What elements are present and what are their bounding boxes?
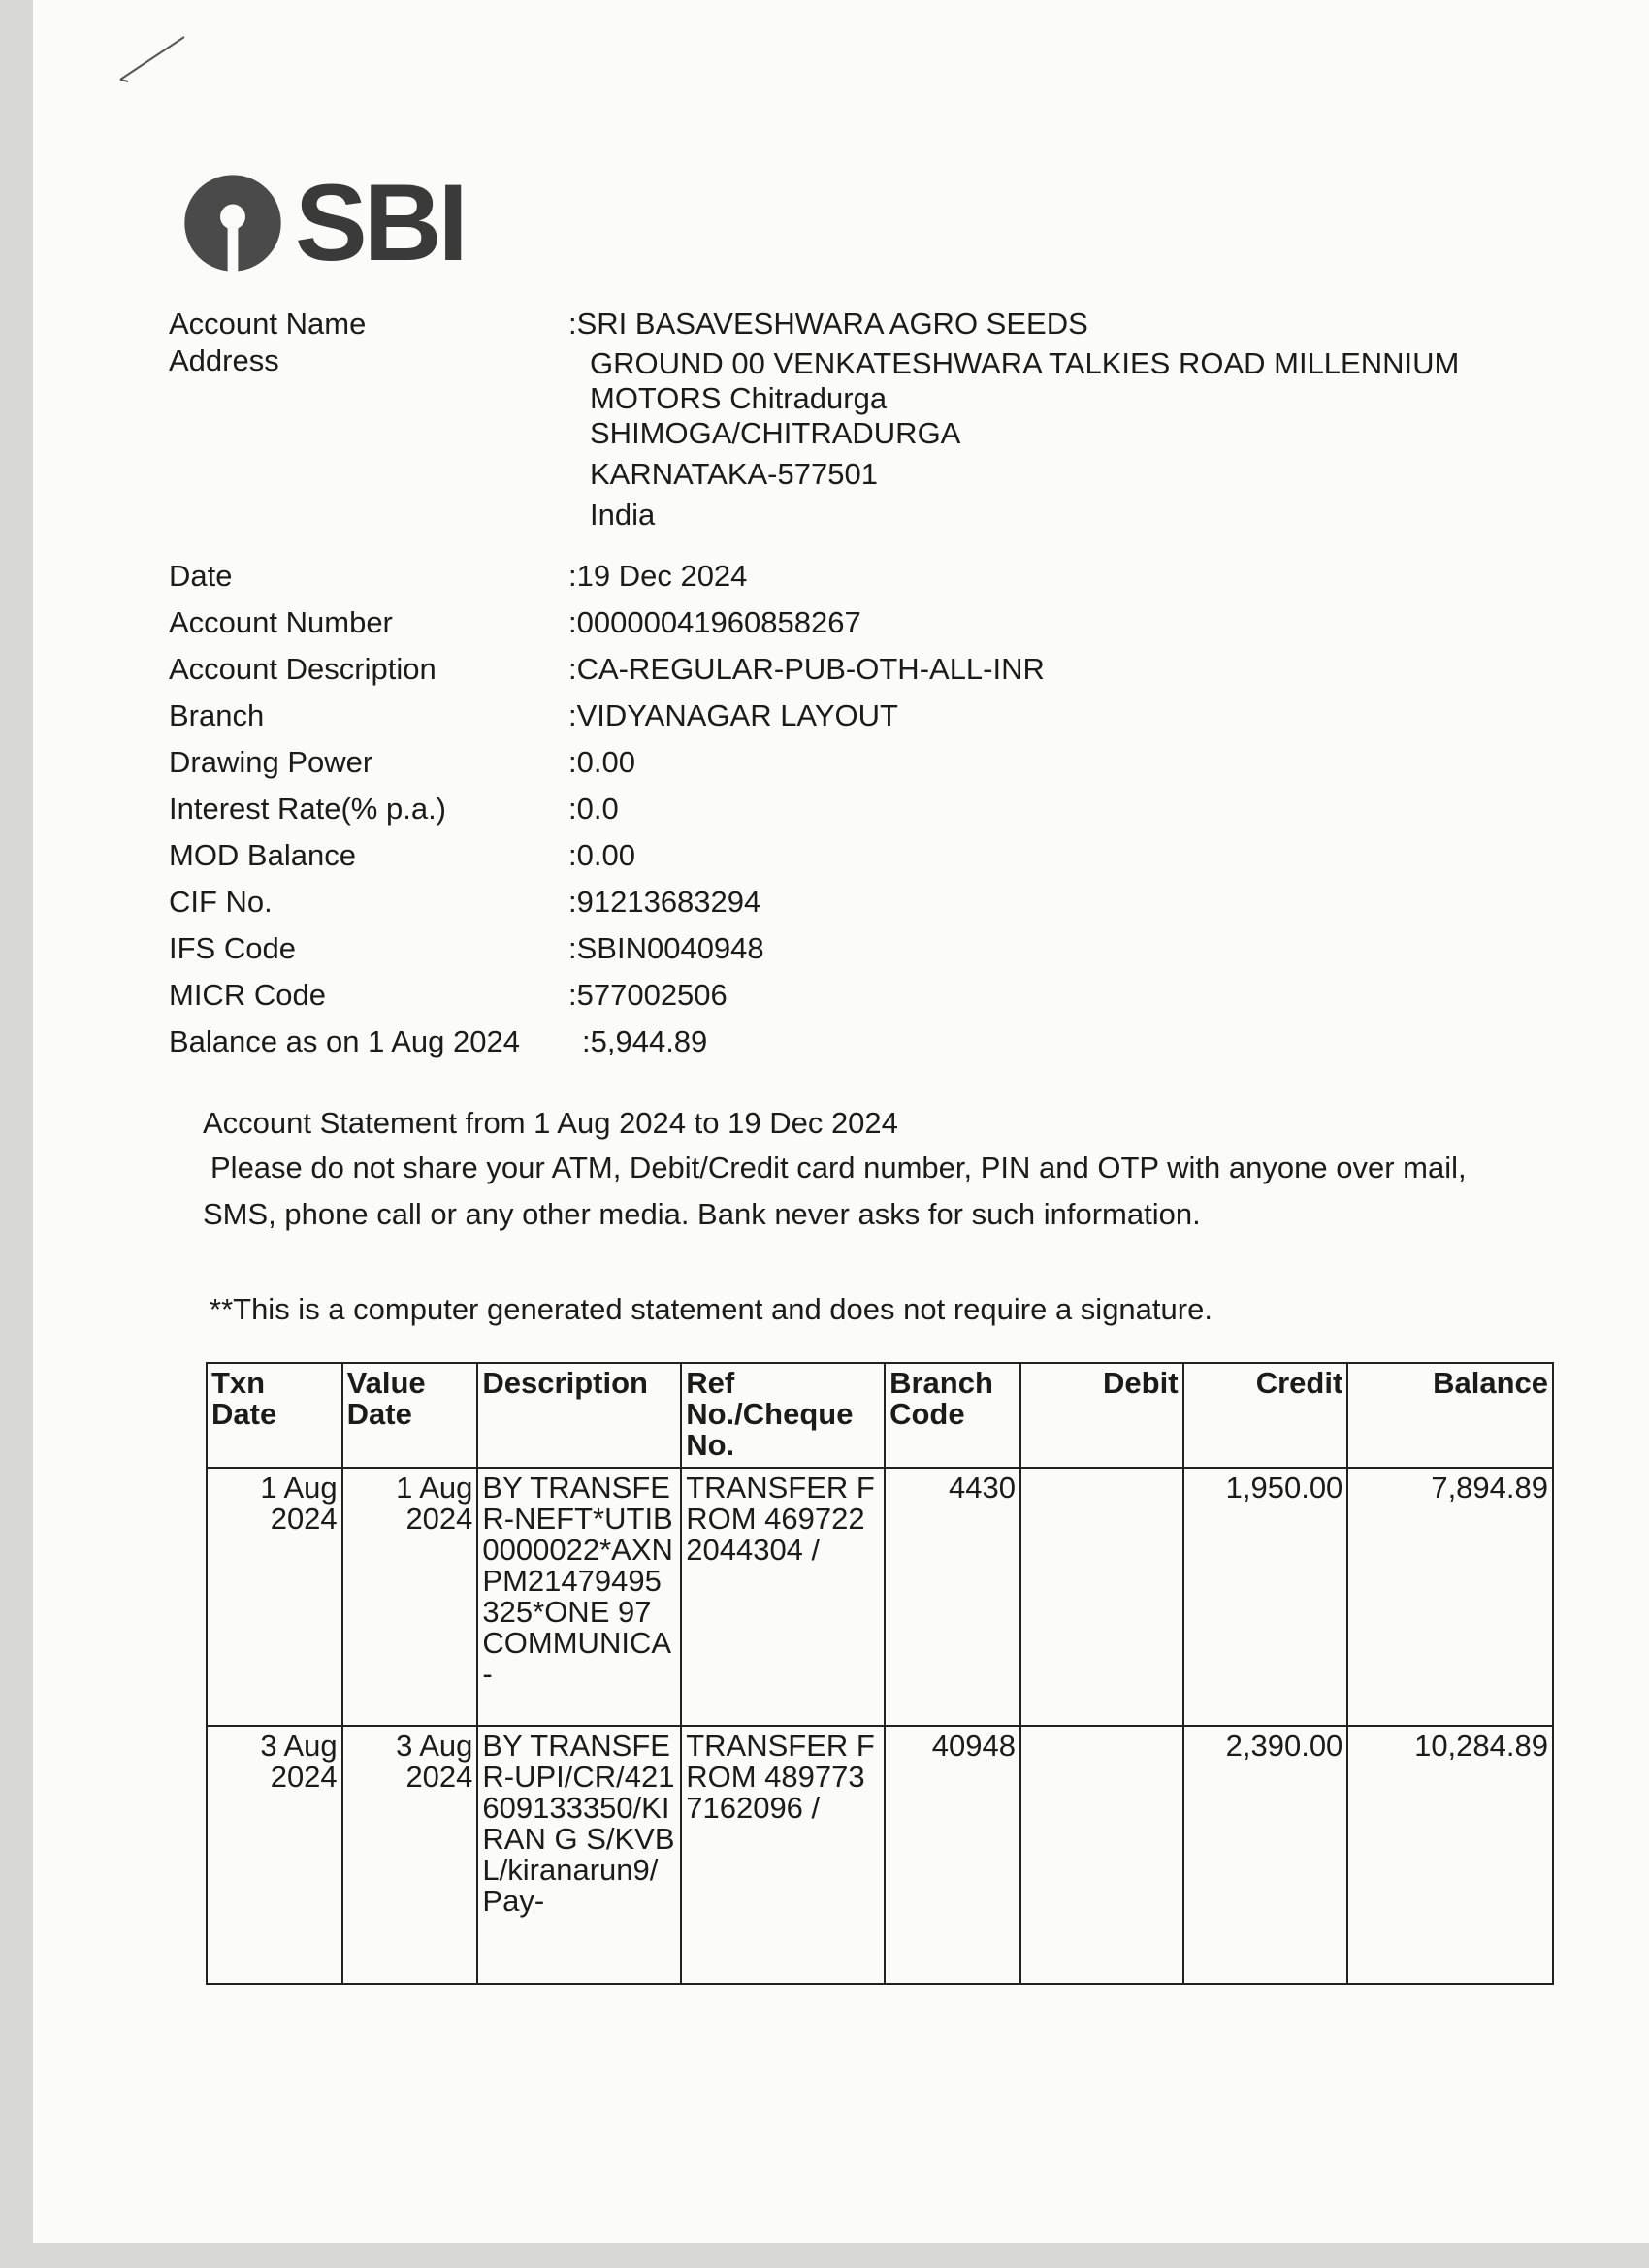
account-description-value: :CA-REGULAR-PUB-OTH-ALL-INR — [568, 652, 1045, 686]
address-row — [169, 343, 1527, 559]
header-value-date: Value Date — [342, 1363, 478, 1468]
header-balance: Balance — [1347, 1363, 1553, 1468]
security-warning-line-1: Please do not share your ATM, Debit/Credit card number, PIN and OTP with anyone over mail, — [210, 1150, 1467, 1184]
txn-date-cell: 3 Aug 2024 — [207, 1726, 342, 1984]
cif-no-row — [169, 885, 1527, 931]
mod-balance-label: MOD Balance — [169, 838, 356, 872]
header-credit: Credit — [1183, 1363, 1348, 1468]
branch-row — [169, 698, 1527, 745]
debit-cell — [1020, 1726, 1183, 1984]
date-label: Date — [169, 559, 233, 593]
address-line-1: GROUND 00 VENKATESHWARA TALKIES ROAD MILLENNIUM — [590, 346, 1460, 380]
value-date-cell: 3 Aug 2024 — [342, 1726, 478, 1984]
header-ref: Ref No./Cheque No. — [681, 1363, 885, 1468]
ref-cell: TRANSFER FROM 4897737162096 / — [681, 1726, 885, 1984]
transactions-table — [206, 1362, 1554, 1985]
value-date-cell: 1 Aug 2024 — [342, 1468, 478, 1726]
cif-no-value: :91213683294 — [568, 885, 761, 919]
statement-page — [33, 0, 1649, 2243]
header-debit: Debit — [1020, 1363, 1183, 1468]
branch-label: Branch — [169, 698, 265, 732]
account-name-row — [169, 307, 1527, 343]
micr-code-value: :577002506 — [568, 978, 728, 1012]
pen-mark-icon — [116, 29, 194, 87]
address-line-5: India — [590, 498, 656, 532]
account-description-label: Account Description — [169, 652, 436, 686]
date-value: :19 Dec 2024 — [568, 559, 748, 593]
drawing-power-row — [169, 745, 1527, 792]
opening-balance-row — [169, 1024, 1527, 1071]
balance-cell: 10,284.89 — [1347, 1726, 1553, 1984]
credit-cell: 2,390.00 — [1183, 1726, 1348, 1984]
computer-generated-note: **This is a computer generated statement and does not require a signature. — [210, 1292, 1212, 1326]
opening-balance-label: Balance as on 1 Aug 2024 — [169, 1024, 520, 1058]
address-line-2: MOTORS Chitradurga — [590, 381, 888, 415]
interest-rate-row — [169, 792, 1527, 838]
mod-balance-row — [169, 838, 1527, 885]
branch-value: :VIDYANAGAR LAYOUT — [568, 698, 898, 732]
drawing-power-label: Drawing Power — [169, 745, 373, 779]
header-txn-date: Txn Date — [207, 1363, 342, 1468]
credit-cell: 1,950.00 — [1183, 1468, 1348, 1726]
sbi-keyhole-icon — [180, 171, 285, 275]
balance-cell: 7,894.89 — [1347, 1468, 1553, 1726]
table-row — [207, 1468, 1553, 1726]
address-line-3: SHIMOGA/CHITRADURGA — [590, 416, 961, 450]
table-row — [207, 1726, 1553, 1984]
security-warning-line-2: SMS, phone call or any other media. Bank never asks for such information. — [203, 1197, 1201, 1231]
account-number-label: Account Number — [169, 605, 393, 639]
micr-code-label: MICR Code — [169, 978, 326, 1012]
sbi-logo — [180, 162, 465, 283]
description-cell: BY TRANSFER-NEFT*UTIB0000022*AXNPM21479495325*ONE 97 COMMUNICA- — [477, 1468, 681, 1726]
account-name-value: :SRI BASAVESHWARA AGRO SEEDS — [568, 307, 1088, 340]
statement-period: Account Statement from 1 Aug 2024 to 19 Dec 2024 — [203, 1106, 898, 1140]
header-description: Description — [477, 1363, 681, 1468]
drawing-power-value: :0.00 — [568, 745, 635, 779]
description-cell: BY TRANSFER-UPI/CR/421609133350/KIRAN G S/KVBL/kiranarun9/Pay- — [477, 1726, 681, 1984]
account-number-row — [169, 605, 1527, 652]
ifs-code-value: :SBIN0040948 — [568, 931, 764, 965]
account-details — [169, 307, 1527, 1071]
sbi-logo-text: SBI — [295, 162, 465, 283]
header-branch-code: Branch Code — [885, 1363, 1020, 1468]
branch-code-cell: 40948 — [885, 1726, 1020, 1984]
account-name-label: Account Name — [169, 307, 367, 340]
mod-balance-value: :0.00 — [568, 838, 635, 872]
txn-date-cell: 1 Aug 2024 — [207, 1468, 342, 1726]
address-value — [590, 343, 1459, 535]
interest-rate-label: Interest Rate(% p.a.) — [169, 792, 447, 826]
ifs-code-label: IFS Code — [169, 931, 296, 965]
opening-balance-value: :5,944.89 — [582, 1024, 708, 1058]
account-description-row — [169, 652, 1527, 698]
branch-code-cell: 4430 — [885, 1468, 1020, 1726]
account-number-value: :00000041960858267 — [568, 605, 861, 639]
ifs-code-row — [169, 931, 1527, 978]
table-header-row — [207, 1363, 1553, 1468]
debit-cell — [1020, 1468, 1183, 1726]
address-line-4: KARNATAKA-577501 — [590, 457, 878, 491]
date-row — [169, 559, 1527, 605]
cif-no-label: CIF No. — [169, 885, 273, 919]
address-label: Address — [169, 343, 279, 377]
ref-cell: TRANSFER FROM 4697222044304 / — [681, 1468, 885, 1726]
micr-code-row — [169, 978, 1527, 1024]
interest-rate-value: :0.0 — [568, 792, 619, 826]
